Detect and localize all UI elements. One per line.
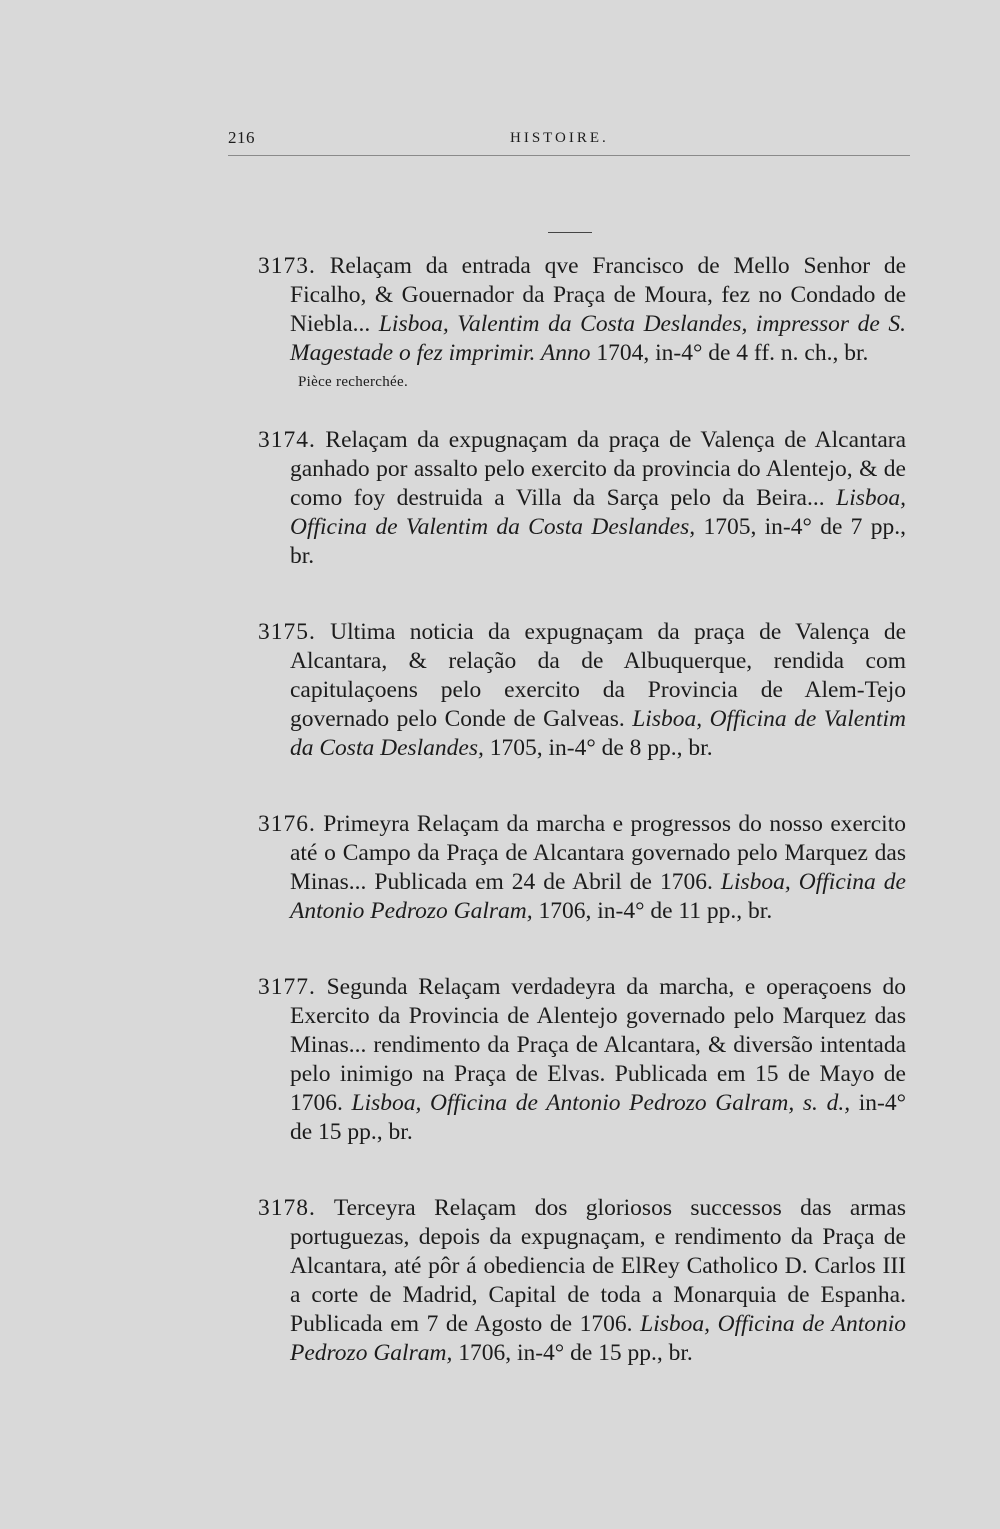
entry-number: 3176. [258,811,316,837]
entry-title: Relaçam da expugnaçam da praça de Valença de Alcantara ganhado por assalto pelo exercito da provincia do Alentejo, & de como foy destruida a Villa da Sarça pelo da Beira... [290,427,907,511]
bibliography-entries [258,252,906,1415]
entry-3175 [258,618,906,763]
entry-3177 [258,973,906,1147]
entry-details: 1706, in-4° de 15 pp., br. [458,1340,693,1366]
entry-details: 1705, in-4° de 8 pp., br. [489,735,713,761]
page-header [228,128,910,154]
entry-details: 1706, in-4° de 11 pp., br. [538,898,773,924]
entry-number: 3177. [258,974,316,1000]
entry-imprint: Lisboa, Officina de Antonio Pedrozo Galram, s. d., [351,1090,851,1116]
entry-3173 [258,252,906,368]
section-divider [548,232,592,233]
entry-details: 1704, in-4° de 4 ff. n. ch., br. [596,340,869,366]
entry-number: 3174. [258,427,316,453]
entry-3174 [258,426,906,571]
entry-imprint: Lisboa, Officina de Antonio Pedrozo Galram, [290,869,906,924]
running-head: HISTOIRE. [510,130,609,146]
entry-title: Terceyra Relaçam dos gloriosos successos das armas portuguezas, depois da expugnaçam, e rendimento da Praça de Alcantara, até pôr á obediencia de ElRey Catholico D. Carlos III a corte de Madrid, Capital de toda a Monarquia de Espanha. Publicada em 7 de Agosto de 1706. [290,1195,907,1337]
entry-details: in-4° de 15 pp., br. [290,1090,907,1145]
header-rule [228,155,910,156]
entry-note: Pièce recherchée. [298,374,409,390]
page-number: 216 [228,128,255,147]
entry-imprint: Lisboa, Officina de Antonio Pedrozo Galram, [290,1311,907,1366]
entry-3178 [258,1194,906,1368]
entry-title: Segunda Relaçam verdadeyra da marcha, e operaçoens do Exercito da Provincia de Alentejo governado pelo Marquez das Minas... rendimento da Praça de Alcantara, & diversão intentada pelo inimigo na Praça de Elvas. Publicada em 15 de Mayo de 1706. [290,974,906,1116]
entry-title: Relaçam da entrada qve Francisco de Mello Senhor de Ficalho, & Gouernador da Praça de Moura, fez no Condado de Niebla... [290,253,906,337]
entry-3176 [258,810,906,926]
entry-number: 3175. [258,619,316,645]
entry-imprint: Lisboa, Officina de Valentim da Costa Deslandes, [290,706,907,761]
entry-title: Ultima noticia da expugnaçam da praça de Valença de Alcantara, & relação da de Albuquerque, rendida com capitulaçoens pelo exercito da Provincia de Alem-Tejo governado pelo Conde de Galveas. [290,619,907,732]
entry-title: Primeyra Relaçam da marcha e progressos do nosso exercito até o Campo da Praça de Alcantara governado pelo Marquez das Minas... Publicada em 24 de Abril de 1706. [290,811,906,895]
entry-imprint: Lisboa, Valentim da Costa Deslandes, impressor de S. Magestade o fez imprimir. Anno [290,311,906,366]
entry-details: 1705, in-4° de 7 pp., br. [290,514,906,569]
entry-number: 3178. [258,1195,316,1221]
entry-imprint: Lisboa, Officina de Valentim da Costa Deslandes, [290,485,907,540]
entry-number: 3173. [258,253,316,279]
